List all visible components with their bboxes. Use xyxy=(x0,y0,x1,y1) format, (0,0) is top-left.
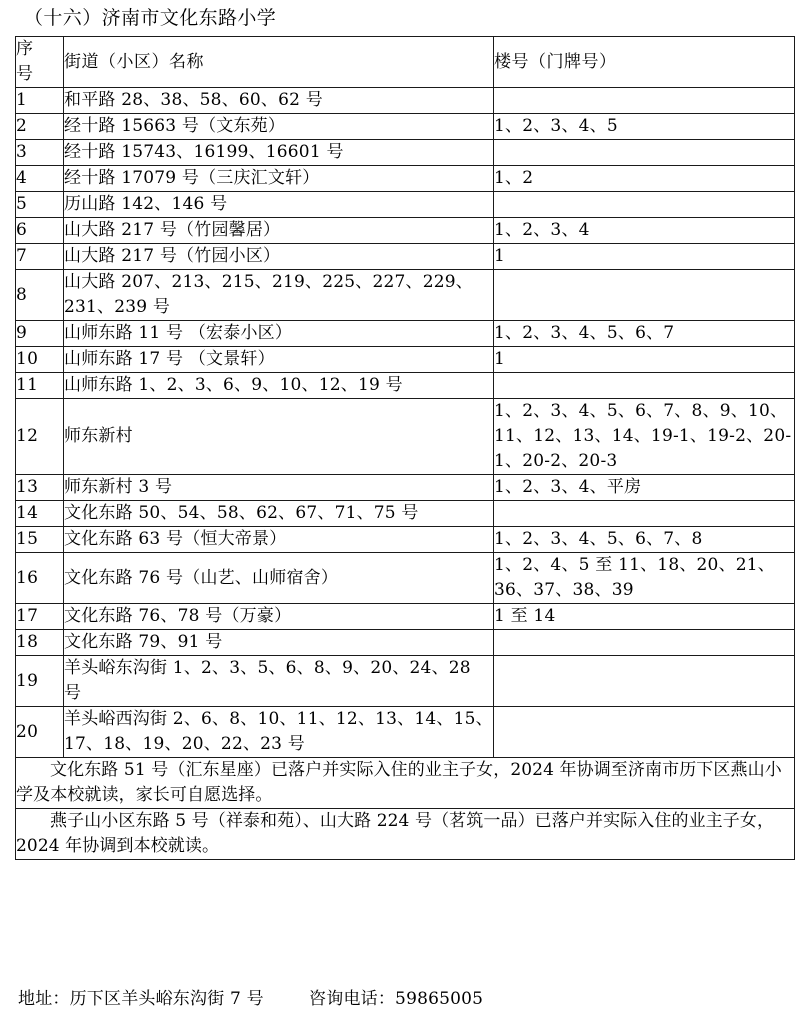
cell-sequence: 11 xyxy=(16,373,64,399)
cell-building xyxy=(494,656,795,707)
cell-sequence: 12 xyxy=(16,399,64,475)
cell-street: 山师东路 17 号 （文景轩） xyxy=(64,347,494,373)
table-row xyxy=(16,604,795,630)
cell-building: 1、2、3、4、5、6、7、8 xyxy=(494,527,795,553)
table-row xyxy=(16,192,795,218)
cell-street: 山师东路 1、2、3、6、9、10、12、19 号 xyxy=(64,373,494,399)
table-row xyxy=(16,630,795,656)
cell-building: 1、2、3、4、5、6、7 xyxy=(494,321,795,347)
cell-building: 1、2 xyxy=(494,166,795,192)
cell-street: 历山路 142、146 号 xyxy=(64,192,494,218)
cell-building xyxy=(494,192,795,218)
cell-building: 1 xyxy=(494,244,795,270)
table-row xyxy=(16,373,795,399)
table-row xyxy=(16,140,795,166)
cell-building xyxy=(494,140,795,166)
table-header-row xyxy=(16,37,795,88)
cell-building xyxy=(494,373,795,399)
cell-building xyxy=(494,270,795,321)
column-header-sequence-line2: 号 xyxy=(16,64,33,84)
page-title: （十六）济南市文化东路小学 xyxy=(24,7,277,29)
column-header-sequence xyxy=(16,37,64,88)
cell-sequence: 3 xyxy=(16,140,64,166)
cell-street: 山大路 207、213、215、219、225、227、229、231、239 号 xyxy=(64,270,494,321)
table-row xyxy=(16,656,795,707)
cell-building xyxy=(494,707,795,758)
cell-building: 1、2、3、4、5 xyxy=(494,114,795,140)
table-row xyxy=(16,553,795,604)
table-row xyxy=(16,475,795,501)
table-row xyxy=(16,244,795,270)
column-header-street-name: 街道（小区）名称 xyxy=(64,37,494,88)
cell-sequence: 17 xyxy=(16,604,64,630)
cell-sequence: 16 xyxy=(16,553,64,604)
cell-building xyxy=(494,630,795,656)
cell-building: 1、2、4、5 至 11、18、20、21、36、37、38、39 xyxy=(494,553,795,604)
cell-street: 和平路 28、38、58、60、62 号 xyxy=(64,88,494,114)
cell-street: 师东新村 xyxy=(64,399,494,475)
cell-sequence: 4 xyxy=(16,166,64,192)
cell-street: 羊头峪西沟街 2、6、8、10、11、12、13、14、15、17、18、19、20、22、23 号 xyxy=(64,707,494,758)
cell-building: 1 xyxy=(494,347,795,373)
cell-building: 1、2、3、4、平房 xyxy=(494,475,795,501)
table-body xyxy=(16,88,795,860)
table-row xyxy=(16,501,795,527)
cell-street: 山师东路 11 号 （宏泰小区） xyxy=(64,321,494,347)
cell-sequence: 14 xyxy=(16,501,64,527)
cell-building: 1 至 14 xyxy=(494,604,795,630)
cell-street: 山大路 217 号（竹园小区） xyxy=(64,244,494,270)
table-note-row xyxy=(16,809,795,860)
note-text: 燕子山小区东路 5 号（祥泰和苑）、山大路 224 号（茗筑一品）已落户并实际入住的业主子女，2024 年协调到本校就读。 xyxy=(16,811,775,856)
note-cell xyxy=(16,758,795,809)
cell-sequence: 18 xyxy=(16,630,64,656)
cell-street: 文化东路 79、91 号 xyxy=(64,630,494,656)
table-row xyxy=(16,166,795,192)
table-row xyxy=(16,88,795,114)
cell-sequence: 10 xyxy=(16,347,64,373)
cell-street: 文化东路 76 号（山艺、山师宿舍） xyxy=(64,553,494,604)
cell-sequence: 9 xyxy=(16,321,64,347)
cell-sequence: 19 xyxy=(16,656,64,707)
cell-building xyxy=(494,501,795,527)
footer-phone: 咨询电话：59865005 xyxy=(309,989,484,1009)
cell-sequence: 2 xyxy=(16,114,64,140)
cell-street: 经十路 15743、16199、16601 号 xyxy=(64,140,494,166)
cell-street: 文化东路 50、54、58、62、67、71、75 号 xyxy=(64,501,494,527)
cell-sequence: 6 xyxy=(16,218,64,244)
cell-street: 师东新村 3 号 xyxy=(64,475,494,501)
table-note-row xyxy=(16,758,795,809)
cell-street: 文化东路 76、78 号（万豪） xyxy=(64,604,494,630)
cell-sequence: 5 xyxy=(16,192,64,218)
cell-sequence: 8 xyxy=(16,270,64,321)
table-row xyxy=(16,270,795,321)
table-row xyxy=(16,347,795,373)
cell-street: 文化东路 63 号（恒大帝景） xyxy=(64,527,494,553)
column-header-building-no: 楼号（门牌号） xyxy=(494,37,795,88)
cell-building: 1、2、3、4 xyxy=(494,218,795,244)
footer-address: 地址：历下区羊头峪东沟街 7 号 xyxy=(18,989,264,1009)
cell-sequence: 15 xyxy=(16,527,64,553)
cell-sequence: 7 xyxy=(16,244,64,270)
school-zone-table xyxy=(15,36,795,860)
table-row xyxy=(16,527,795,553)
table-row xyxy=(16,321,795,347)
table-row xyxy=(16,707,795,758)
note-text: 文化东路 51 号（汇东星座）已落户并实际入住的业主子女，2024 年协调至济南市历下区燕山小学及本校就读，家长可自愿选择。 xyxy=(16,760,782,805)
cell-building: 1、2、3、4、5、6、7、8、9、10、11、12、13、14、19-1、19-2、20-1、20-2、20-3 xyxy=(494,399,795,475)
cell-sequence: 20 xyxy=(16,707,64,758)
column-header-sequence-line1: 序 xyxy=(16,39,33,59)
cell-sequence: 1 xyxy=(16,88,64,114)
footer-contact xyxy=(18,987,483,1011)
cell-street: 山大路 217 号（竹园馨居） xyxy=(64,218,494,244)
cell-street: 经十路 15663 号（文东苑） xyxy=(64,114,494,140)
cell-building xyxy=(494,88,795,114)
cell-sequence: 13 xyxy=(16,475,64,501)
cell-street: 羊头峪东沟街 1、2、3、5、6、8、9、20、24、28 号 xyxy=(64,656,494,707)
table-row xyxy=(16,218,795,244)
table-row xyxy=(16,114,795,140)
table-row xyxy=(16,399,795,475)
cell-street: 经十路 17079 号（三庆汇文轩） xyxy=(64,166,494,192)
note-cell xyxy=(16,809,795,860)
